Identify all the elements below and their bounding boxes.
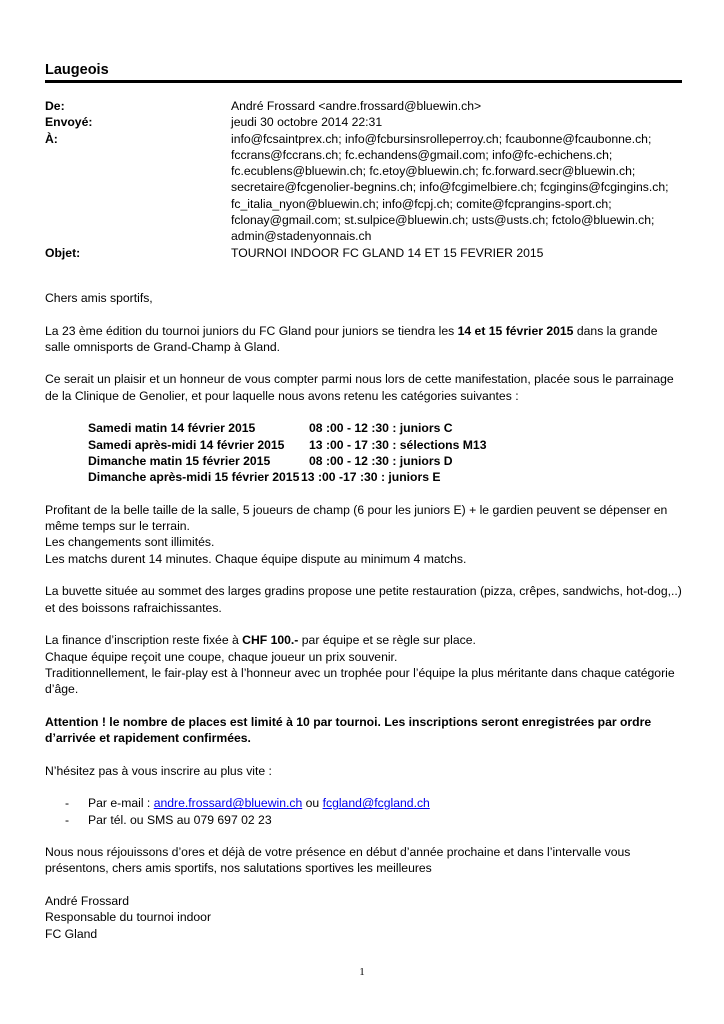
paragraph-register: N’hésitez pas à vous inscrire au plus vite : — [45, 763, 272, 778]
signature-org: FC Gland — [45, 926, 98, 941]
paragraph-invitation: Ce serait un plaisir et un honneur de vous compter parmi nous lors de cette manifestation, placée sous le parrainage de la Clinique de Genolier, et pour laquelle nous avons retenu les catégories suivantes : — [45, 372, 674, 403]
paragraph-dates: La 23 ème édition du tournoi juniors du FC Gland pour juniors se tiendra les 14 et 15 février 2015 dans la grande salle omnisports de Grand-Champ à Gland. — [45, 323, 658, 354]
subject-value: TOURNOI INDOOR FC GLAND 14 ET 15 FEVRIER 2015 — [231, 245, 544, 260]
dates-highlight: 14 et 15 février 2015 — [457, 323, 574, 338]
paragraph-matches: Les matchs durent 14 minutes. Chaque équipe dispute au minimum 4 matchs. — [45, 551, 467, 566]
document-title: Laugeois — [45, 62, 109, 78]
letter-body — [45, 290, 685, 942]
schedule-row — [88, 420, 685, 436]
schedule-row — [88, 437, 685, 453]
schedule-day: Dimanche matin 15 février 2015 — [88, 453, 271, 468]
signature-role: Responsable du tournoi indoor — [45, 910, 212, 925]
fee-amount: CHF 100.- — [242, 633, 299, 648]
paragraph-changes: Les changements sont illimités. — [45, 535, 215, 550]
sent-value: jeudi 30 octobre 2014 22:31 — [231, 115, 383, 130]
subject-label: Objet: — [45, 245, 81, 260]
to-value: info@fcsaintprex.ch; info@fcbursinsrolleperroy.ch; fcaubonne@fcaubonne.ch; fccrans@fccrans.ch; fc.echandens@gmail.com; info@fc-echichens.ch; fc.ecublens@bluewin.ch; fc.etoy@bluewin.ch; fc.forward.secr@bluewin.ch; secretaire@fcgenolier-begnins.ch; info@fcgimelbiere.ch; fcgingins@fcgingins.ch; fc_italia_nyon@bluewin.ch; info@fcpj.ch; comite@fcprangins-sport.ch; fclonay@gmail.com; st.sulpice@bluewin.ch; usts@usts.ch; fctolo@bluewin.ch; admin@stadenyonnais.ch — [231, 131, 669, 244]
schedule-time: 08 :00 - 12 :30 : juniors D — [309, 453, 453, 468]
paragraph-fairplay: Traditionnellement, le fair-play est à l’honneur avec un trophée pour l’équipe la plus méritante dans chaque catégorie d’âge. — [45, 665, 675, 697]
schedule-day: Samedi matin 14 février 2015 — [88, 421, 256, 436]
phone-contact: Par tél. ou SMS au 079 697 02 23 — [88, 812, 272, 827]
from-value: André Frossard <andre.frossard@bluewin.ch> — [231, 99, 482, 113]
bullet-dash: - — [65, 796, 70, 811]
schedule-time: 13 :00 - 17 :30 : sélections M13 — [309, 437, 487, 452]
header-subject-row — [45, 245, 685, 261]
schedule-list — [88, 420, 685, 485]
email-header — [45, 98, 685, 261]
bullet-dash: - — [65, 812, 70, 827]
list-item: - Par e-mail : andre.frossard@bluewin.ch ou fcgland@fcgland.ch — [65, 796, 430, 811]
paragraph-buvette: La buvette située au sommet des larges gradins propose une petite restauration (pizza, crêpes, sandwichs, hot-dog,..) et des boissons rafraichissantes. — [45, 584, 682, 615]
email-link-frossard[interactable]: andre.frossard@bluewin.ch — [153, 796, 303, 811]
paragraph-prizes: Chaque équipe reçoit une coupe, chaque joueur un prix souvenir. — [45, 649, 398, 664]
schedule-time: 08 :00 - 12 :30 : juniors C — [309, 421, 453, 436]
greeting: Chers amis sportifs, — [45, 291, 153, 305]
title-rule — [45, 80, 682, 83]
header-sent-row — [45, 114, 685, 130]
to-label: À: — [45, 131, 58, 146]
paragraph-players: Profitant de la belle taille de la salle, 5 joueurs de champ (6 pour les juniors E) + le gardien peuvent se dépenser en même temps sur le terrain. — [45, 502, 668, 534]
schedule-time: 13 :00 -17 :30 : juniors E — [301, 470, 441, 485]
attention-notice: Attention ! le nombre de places est limité à 10 par tournoi. Les inscriptions seront enregistrées par ordre d’arrivée et rapidement confirmées. — [45, 714, 652, 746]
page-number: 1 — [359, 966, 365, 978]
sent-label: Envoyé: — [45, 115, 93, 130]
email-link-fcgland[interactable]: fcgland@fcgland.ch — [322, 796, 430, 811]
from-label: De: — [45, 99, 65, 113]
schedule-row — [88, 453, 685, 469]
signature-name: André Frossard — [45, 893, 129, 908]
list-item — [65, 812, 685, 828]
paragraph-closing: Nous nous réjouissons d’ores et déjà de votre présence en début d’année prochaine et dans l’intervalle vous présentons, chers amis sportifs, nos salutations sportives les meilleures — [45, 845, 631, 876]
header-from-row — [45, 98, 685, 114]
header-to-row — [45, 131, 685, 245]
schedule-day: Dimanche après-midi 15 février 2015 — [88, 470, 300, 485]
paragraph-fee: La finance d’inscription reste fixée à CHF 100.- par équipe et se règle sur place. — [45, 633, 476, 648]
schedule-day: Samedi après-midi 14 février 2015 — [88, 437, 285, 452]
schedule-row — [88, 469, 685, 485]
